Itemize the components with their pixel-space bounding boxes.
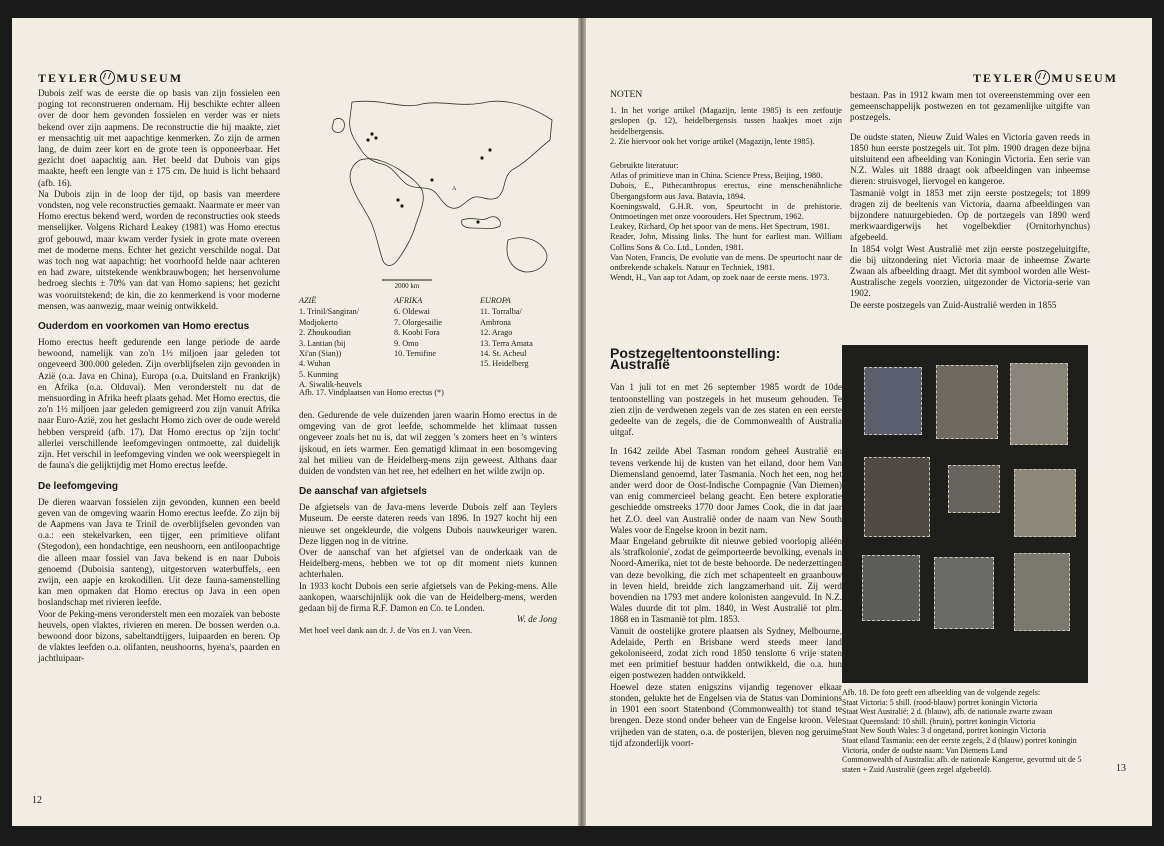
eurasia-outline bbox=[350, 101, 552, 208]
map-marker-label: A bbox=[452, 186, 457, 192]
section-heading: De leefomgeving bbox=[38, 480, 119, 492]
site-marker bbox=[396, 198, 399, 201]
stamp-van-diemen bbox=[1014, 553, 1070, 631]
scale-label: 2000 km bbox=[394, 282, 420, 290]
stamp-grey bbox=[1010, 363, 1068, 445]
legend-item: 14. St. Acheul bbox=[480, 349, 527, 359]
left-page bbox=[12, 18, 578, 826]
note-item: 1. In het vorige artikel (Magazijn, lente 1985) is een zetfoutje geslopen (p. 12), heidelbergensis tussen haakjes moet zijn heidelbergensis. bbox=[610, 106, 842, 136]
legend-europa bbox=[480, 296, 570, 370]
paragraph: Homo erectus heeft gedurende een lange periode de aarde bewoond, namelijk van zo'n 1½ miljoen jaar geleden tot ongeveerd 300.000 geleden. Zijn overblijfselen zijn gevonden in Azië (o.a. Java en China), Europa (o.a. Duitsland en Frankrijk) en Afrika (o.a. Olduvai). Men veronderstelt nu dat de mensuording in Afrika heeft plaats gehad. Met Homo erectus, die zo'n 1½ miljoen jaar geleden gemigreerd zou zijn vanuit Afrika naar Euro-Azië, zou het geslacht Homo zich over de oude wereld hebben verspreid (afb. 17). Dat Homo erectus op 'zijn tocht' allerlei verschillende leefomgevingen ontmoette, zal duidelijk zijn. Het verschil in leefomgeving vinden we ook weerspiegelt in de fauna's die gelijktijdig met Homo erectus leefde. bbox=[38, 337, 280, 471]
literature-item: Leakey, Richard, Op het spoor van de mens. Het Spectrum, 1981. bbox=[610, 222, 830, 232]
author-signature: W. de Jong bbox=[516, 614, 557, 625]
africa-outline bbox=[350, 159, 423, 266]
legend-item: Ambrona bbox=[480, 317, 511, 327]
article-title: Postzegeltentoonstelling: Australië bbox=[610, 345, 781, 373]
paragraph: Van 1 juli tot en met 26 september 1985 wordt de 10de tentoonstelling van postzegels in het museum gehouden. Te zien zijn de verdwenen zegels van de zes staten en een eerste gedeelte van de zegels, die de Commonwealth of Australia uitgaf. bbox=[610, 382, 842, 438]
paragraph: De oudste staten, Nieuw Zuid Wales en Victoria gaven reeds in 1850 hun eerste postzegels uit. Tot plm. 1900 dragen deze bijna uitsluitend een afbeelding van Koningin Victoria. Een serie van N.Z. Wales uit 1888 draagt ook afbeeldingen van inheemse dieren: struisvogel, liervogel en kangeroe. bbox=[850, 131, 1090, 187]
stamp-nsw bbox=[948, 465, 1000, 513]
legend-item: 13. Terra Amata bbox=[480, 338, 533, 348]
caption-line: Afb. 18. De foto geeft een afbeelding van de volgende zegels: bbox=[842, 688, 1041, 697]
legend-azie bbox=[299, 296, 389, 391]
paragraph: Tasmanië volgt in 1853 met zijn eerste postzegels; tot 1899 dragen zij de beeltenis van Victoria, daarna afbeeldingen van bijzondere natuurgebieden. Op de portzegels van 1890 werd merkwaardigerwijs het vogelbekdier (Ornitorhynchus) afgebeeld. bbox=[850, 187, 1090, 243]
paragraph: Hoewel deze staten enigszins vijandig tegenover elkaar stonden, gelukte het de Engelsen via de Status van Dominions in 1901 een soort Statenbond (Commonwealth) tot stand te brengen. Deze stond onder beheer van de Engelse kroon. Vele vrijheden van de staten, o.a. de posterijen, bleven nog geruime tijd afzonderlijk voort- bbox=[610, 681, 842, 748]
legend-item: 2. Zhoukoudian bbox=[299, 328, 351, 338]
figure-17-caption: Afb. 17. Vindplaatsen van Homo erectus (*) bbox=[299, 388, 444, 397]
teyler-logo-icon bbox=[1035, 70, 1050, 85]
paragraph: In 1854 volgt West Australië met zijn eerste postzegeluitgifte, die bij uitzondering niet Victoria maar de inheemse Zwarte Zwaan als afbeelding draagt. Met dit symbool worden alle West-Australische zegels voorzien, uitgezonder de Victoria-serie van 1902. bbox=[850, 243, 1090, 299]
section-heading: De aanschaf van afgietsels bbox=[299, 486, 427, 498]
paragraph: den. Gedurende de vele duizenden jaren waarin Homo erectus in de omgeving van de grot leefde, schommelde het klimaat tussen ongeveer zoals het nu is, dat wil zeggen 's zomers heet en 's winters ijskoud, en iets warmer. Een gematigd klimaat in een bosomgeving zal het milieu van de Heidelberg-mens zijn geweest. Althans daar duiden de vondsten van het ree, het edelhert en het wilde zwijn op. bbox=[299, 410, 557, 477]
caption-line: Commonwealth of Australia: afb. de nationale Kangeroe, gevormd uit de 5 staten + Zuid Australië (geen zegel afgebeeld). bbox=[842, 755, 1082, 774]
header-text: MUSEUM bbox=[116, 71, 184, 85]
header-text: MUSEUM bbox=[1051, 71, 1118, 85]
legend-item: Modjokerto bbox=[299, 317, 338, 327]
site-marker bbox=[430, 178, 433, 181]
legend-item: Xi'an (Sian)) bbox=[299, 349, 342, 359]
paragraph: Vanuit de oostelijke grotere plaatsen als Sydney, Melbourne, Adelaide, Perth en Brisbane werd steeds meer land gekoloniseerd, zodat zich rond 1850 tenslotte 6 vrije staten met een primitief bestuur hadden ontwikkeld, die o.a. hun eigen postwezen hadden ontwikkeld. bbox=[610, 625, 842, 681]
paragraph: bestaan. Pas in 1912 kwam men tot overeenstemming over een gemeenschappelijk postwezen en tot gezamenlijke uitgifte van postzegels. bbox=[850, 90, 1090, 123]
book-gutter bbox=[578, 18, 586, 826]
right-column-2 bbox=[850, 90, 1090, 311]
figure-18-caption bbox=[842, 688, 1090, 774]
paragraph: Over de aanschaf van het afgietsel van de onderkaak van de Heidelberg-mens, hebben we tot op dit moment niets kunnen achterhalen. bbox=[299, 547, 557, 580]
acknowledgement: Met hoel veel dank aan dr. J. de Vos en J. van Veen. bbox=[299, 626, 473, 636]
header-text: TEYLER bbox=[972, 71, 1035, 85]
legend-item: 4. Wuhan bbox=[299, 359, 331, 369]
paragraph: De dieren waarvan fossielen zijn gevonden, kunnen een beeld geven van de omgeving waarin Homo erectus leefde. Zo zijn bij de Aapmens van Java te Trinil de overblijfselen gevonden van o.a.: een stekelvarken, een tijger, een primitieve olifant (Stegodon), een hondachtige, een neushoorn, een antiloopachtige die alleen maar fossiel van Java bekend is en naar Dubois genoemd (Duboisia santeng), uitgestorven waterbuffels, een zwijn, een aapje en krokodillen. Uit deze fauna-samenstelling kan men opmaken dat Homo erectus op Java in een open boslandschap met rivieren leefde. bbox=[38, 496, 280, 608]
paragraph: De afgietsels van de Java-mens leverde Dubois zelf aan Teylers Museum. De eerste dateren reeds van 1896. In 1927 kocht hij een nieuwe set ongekleurde, die volgens Dubois nauwkeuriger waren. Deze liggen nog in de vitrine. bbox=[299, 502, 557, 546]
caption-line: Staat eiland Tasmania: een der eerste zegels, 2 d (blauw) portret koningin Victoria, onder de oudste naam: Van Diemens Land bbox=[842, 735, 1077, 755]
site-marker bbox=[476, 220, 479, 223]
site-marker bbox=[488, 148, 491, 151]
caption-line: Staat West Australië: 2 d. (blauw), afb. de nationale zwarte zwaan bbox=[842, 707, 1053, 717]
legend-item: A. Siwalik-heuvels bbox=[299, 380, 362, 390]
right-column-1 bbox=[610, 345, 842, 749]
museum-header-right bbox=[973, 70, 1118, 86]
paragraph: In 1933 kocht Dubois een serie afgietsels van de Peking-mens. Alle aankopen, waarschijnlijk ook die van de Heidelberg-mens, werden gedaan bij de firma R.F. Damon en Co. te Londen. bbox=[299, 580, 557, 614]
world-map-figure bbox=[312, 90, 562, 290]
paragraph: Dubois zelf was de eerste die op basis van zijn fossielen een poging tot reconstrueren ondernam. Hij beschikte echter alleen over de door hem gevonden fossielen en verder was er niets bekend over zijn aapmens. De reconstructie die hij maakte, ziet er mensachtig uit met aapachtige kenmerken. Zo zijn de armen lang, de duim zeer kort en de grote teen is opponeerbaar. Het gezicht doet aapachtig aan. Het beeld dat Dubois van gips maakte, heeft een lengte van ± 175 cm. De huid is licht behaard (afb. 16). bbox=[38, 88, 280, 188]
literature-item: Reader, John, Missing links. The hunt for earliest man. William Collins Sons & Co. Ltd., Londen, 1981. bbox=[610, 232, 842, 252]
legend-afrika bbox=[394, 296, 474, 359]
literature-item: Koeningswald, G.H.R. von, Speurtocht in de prehistorie. Ontmoetingen met onze voorouders. Het Spectrum, 1962. bbox=[610, 201, 842, 222]
java-outline bbox=[462, 217, 501, 229]
note-item: 2. Zie hiervoor ook het vorige artikel (Magazijn, lente 1985). bbox=[610, 136, 815, 146]
notes-title: NOTEN bbox=[610, 90, 643, 100]
left-column-1 bbox=[38, 88, 280, 665]
stamp-tasmania bbox=[862, 555, 920, 621]
site-marker bbox=[480, 156, 483, 159]
caption-line: Staat Victoria: 5 shill. (rood-blauw) portret koningin Victoria bbox=[842, 697, 1038, 707]
britain-outline bbox=[332, 118, 344, 132]
legend-item: 8. Koobi Fora bbox=[394, 328, 440, 338]
literature-title: Gebruikte literatuur: bbox=[610, 161, 679, 171]
paragraph: Maar Engeland gebruikte dit nieuwe gebied voorlopig alléén als 'strafkolonie', zodat de geïmporteerde bevolking, evenals in Noord-Amerika, niet tot de beste behoorde. De nederzettingen van deze bevolking, die zich met schapenteelt en graanbouw in leven hield, breidde zich langzamerhand uit. Zij werd bovendien na 1793 met andere kolonisten aangevuld. In N.Z. Wales duurde dit tot plm. 1840, in West Australië tot plm. 1868 en in Tasmanië tot plm. 1853. bbox=[610, 536, 842, 625]
legend-item: 5. Kunming bbox=[299, 369, 339, 379]
legend-item: 3. Lantian (bij bbox=[299, 338, 346, 348]
legend-item: 1. Trinil/Sangiran/ bbox=[299, 307, 360, 317]
legend-item: 11. Torralba/ bbox=[480, 307, 522, 317]
legend-item: 15. Heidelberg bbox=[480, 359, 529, 369]
site-marker bbox=[400, 204, 403, 207]
notes-section bbox=[610, 90, 842, 283]
site-marker bbox=[374, 136, 377, 139]
australia-outline bbox=[507, 238, 547, 272]
legend-list bbox=[394, 307, 474, 359]
stamps-photo bbox=[842, 345, 1088, 683]
site-marker bbox=[366, 138, 369, 141]
stamp-kangaroo bbox=[1014, 469, 1076, 537]
page-number-right: 13 bbox=[1116, 763, 1126, 774]
stamp-swan bbox=[934, 557, 994, 629]
literature-item: Wendt, H., Van aap tot Adam, op zoek naar de eerste mens. 1973. bbox=[610, 273, 830, 283]
site-marker bbox=[370, 132, 373, 135]
paragraph: De eerste postzegels van Zuid-Australië werden in 1855 bbox=[850, 299, 1057, 310]
legend-title: AZIË bbox=[299, 296, 317, 305]
paragraph: Na Dubois zijn in de loop der tijd, op basis van meerdere vondsten, nog vele reconstructies gemaakt. Naarmate er meer van Homo erectus bekend werd, worden de reconstructies ook steeds menselijker. Volgens Richard Leakey (1981) was Homo erectus grof gebouwd, maar kwam verder fysiek in grote mate overeen met de moderne mens. Echter het gezicht verschilde nogal. Dat was toch nog wat aapachtig: het voorhoofd helde naar achteren en had zware, uitstekende wenkbrauwbogen; het hersenvolume bedroeg slechts ± 70% van dat van Homo sapiens; het gezicht was vooruitstekend; de kin, die zo kenmerkend is voor moderne mensen, was aanwezig, maar weinig ontwikkeld. bbox=[38, 188, 280, 311]
paragraph: In 1642 zeilde Abel Tasman rondom geheel Australië en tevens verkende hij de kusten van het eiland, door hem Van Diemensland genoemd, later Tasmania. Noch het een, nog het ander werd door de Oost-Indische Compagnie (Van Diemen) van enig commercieel belang geacht. Een betere exploratie geschiedde omstreeks 1770 door James Cook, die in dat jaar het Z.O. deel van Australië onder de naam van New South Wales voor de Engelse kroon in bezit nam. bbox=[610, 446, 842, 535]
legend-title: AFRIKA bbox=[394, 296, 423, 305]
literature-item: Atlas of primitieve man in China. Science Press, Beijing, 1980. bbox=[610, 171, 823, 181]
legend-list bbox=[480, 307, 570, 369]
caption-line: Staat Queensland: 10 shill. (bruin), portret koningin Victoria bbox=[842, 716, 1036, 726]
left-column-2 bbox=[299, 410, 557, 637]
literature-list bbox=[610, 171, 842, 283]
stamp-victoria-portrait bbox=[936, 365, 998, 439]
legend-item: 7. Olorgesailie bbox=[394, 317, 443, 327]
literature-item: Van Noten, Francis, De evolutie van de mens. De speurtocht naar de ontbrekende schakels. Natuur en Techniek, 1981. bbox=[610, 252, 842, 273]
paragraph: Voor de Peking-mens veronderstelt men een mozaïek van beboste heuvels, open vlaktes, rivieren en meren. De bossen werden o.a. bewoond door bizons, sabeltandtijgers, luipaarden en beren. Op de vlaktes leefden o.a. olifanten, neushoorns, hyena's, paarden en jachtluipaar- bbox=[38, 608, 280, 664]
legend-item: 9. Omo bbox=[394, 338, 419, 348]
museum-header-left bbox=[38, 70, 183, 86]
literature-item: Dubois, E., Pithecanthropus erectus, eine menschenähnliche Übergangsform aus Java. Batavia, 1894. bbox=[610, 181, 842, 201]
right-page bbox=[586, 18, 1152, 826]
page-number-left: 12 bbox=[32, 795, 42, 806]
section-heading: Ouderdom en voorkomen van Homo erectus bbox=[38, 321, 250, 333]
legend-item: 10. Ternifine bbox=[394, 349, 437, 359]
caption-line: Staat New South Wales: 3 d ongetand, portret koningin Victoria bbox=[842, 726, 1046, 736]
stamp-victoria bbox=[864, 367, 922, 435]
header-text: TEYLER bbox=[38, 71, 100, 85]
teyler-logo-icon bbox=[100, 70, 115, 85]
legend-item: 12. Arago bbox=[480, 328, 513, 338]
legend-item: 6. Oldewai bbox=[394, 307, 430, 317]
stamp-queensland bbox=[864, 457, 930, 537]
legend-list bbox=[299, 307, 389, 390]
legend-title: EUROPA bbox=[480, 296, 511, 305]
